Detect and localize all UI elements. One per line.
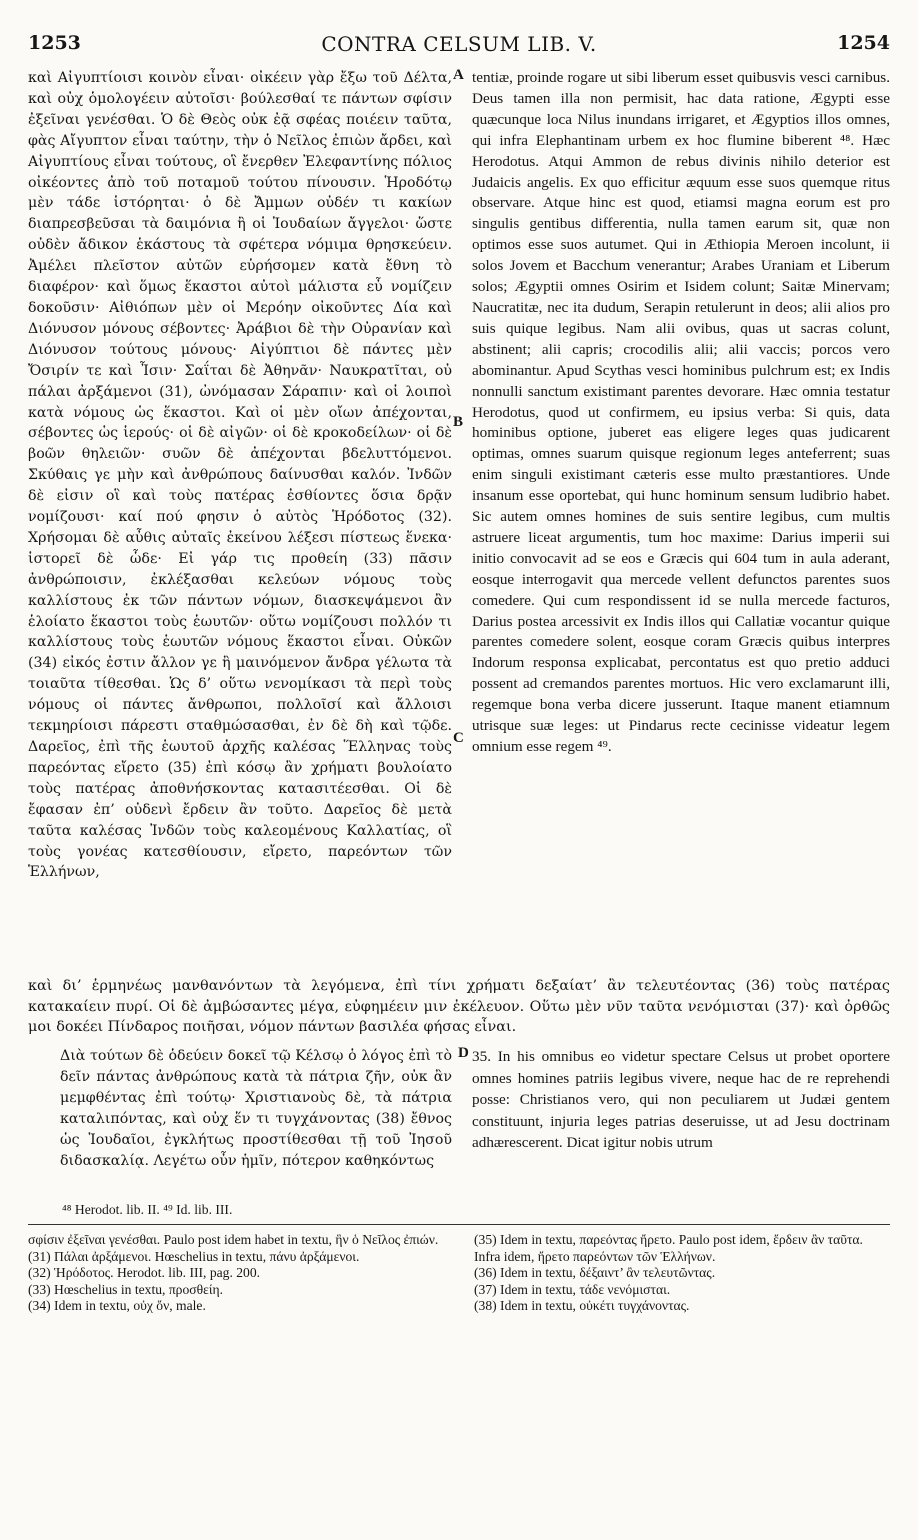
notes-left-column: [28, 1232, 454, 1315]
note-left: (32) Ἡρόδοτος. Herodot. lib. III, pag. 200.: [28, 1265, 261, 1281]
footnote-divider: [28, 1224, 890, 1225]
footnote-references: ⁴⁸ Herodot. lib. II. ⁴⁹ Id. lib. III.: [62, 1202, 233, 1217]
running-title: CONTRA CELSUM LIB. V.: [321, 32, 597, 56]
note-right: (37) Idem in textu, τάδε νενόμισται.: [474, 1281, 671, 1297]
page-number-right: 1254: [837, 32, 890, 54]
note-left: (34) Idem in textu, οὐχ ὄν, male.: [28, 1298, 206, 1314]
note-left: (33) Hœschelius in textu, προσθείη.: [28, 1281, 223, 1297]
greek-column-mid: Διὰ τούτων δὲ ὁδεύειν δοκεῖ τῷ Κέλσῳ ὁ λόγος ἐπὶ τὸ δεῖν πάντας ἀνθρώπους κατὰ τὰ πάτρια ζῆν, οὐκ ἂν μεμφθέντας ἐπὶ τούτῳ· Χριστιανοὺς δὲ, τὰ πάτρια καταλιπόντας, καὶ οὐχ ἕν τι τυγχάνοντας (38) ἔθνος ὡς Ἰουδαῖοι, ἐγκλήτως προστίθεσθαι τῇ τοῦ Ἰησοῦ διδασκαλίᾳ. Λεγέτω οὖν ἡμῖν, πότερον καθηκόντως: [60, 1048, 452, 1169]
note-right: (38) Idem in textu, οὐκέτι τυγχάνοντας.: [474, 1298, 690, 1314]
note-right: (36) Idem in textu, δέξαιντ’ ἂν τελευτῶντας.: [474, 1265, 716, 1281]
greek-column-top: καὶ Αἰγυπτίοισι κοινὸν εἶναι· οἰκέειν γὰρ ἔξω τοῦ Δέλτα, καὶ οὐχ ὁμολογέειν αὐτοῖσι· βούλεσθαί τε πάντων σφίσιν ἐξεῖναι γενέσθαι. Ὁ δὲ Θεὸς οὐκ ἐᾷ σφέας ποιέειν ταῦτα, φὰς Αἴγυπτον εἶναι ταύτην, τὴν ὁ Νεῖλος ἐπιὼν ἄρδει, καὶ Αἰγυπτίους εἶναι τούτους, οἳ ἔνερθεν Ἐλεφαντίνης πόλιος οἰκέοντες ἀπὸ τοῦ ποταμοῦ τούτου πίνουσιν. Ἡροδότῳ μὲν τάδε ἱστόρηται· ὁ δὲ Ἄμμων οὐδέν τι κακίων διαπρεσβεῦσαι τὰ δαιμόνια ἢ οἱ Ἰουδαίων ἄγγελοι· ὥστε οὐδὲν ἄδικον ἑκάστους τὰ σφέτερα νόμιμα θρησκεύειν. Ἀμέλει πλεῖστον αὐτῶν εὑρήσομεν κατὰ ἔθνη τὸ διαφέρον· καὶ ὅμως ἕκαστοι αὐτοὶ μάλιστα εὖ νομίζειν δοκοῦσιν· Αἰθιόπων μὲν οἱ Μερόην οἰκοῦντες Δία καὶ Διόνυσον μόνους σέβοντες· Ἀράβιοι δὲ τὴν Οὐρανίαν καὶ Διόνυσον τούτους μόνους· Αἰγύπτιοι δὲ πάντες μὲν Ὄσιρίν τε καὶ Ἶσιν· Σαΐται δὲ Ἀθηνᾶν· Ναυκρατῖται, οὐ πάλαι ἀρξάμενοι (31), ὠνόμασαν Σάραπιν· καὶ οἱ λοιποὶ κατὰ νόμους ὡς ἕκαστοι. Καὶ οἱ μὲν οἴων ἀπέχονται, σέβοντες ὡς ἱερούς· οἱ δὲ αἰγῶν· οἱ δὲ κροκοδείλων· οἱ δὲ βοῶν θηλειῶν· συῶν δὲ ἀπέχονται βδελυττόμενοι. Σκύθαις γε μὴν καὶ ἀνθρώπους δαίνυσθαι καλόν. Ἰνδῶν δὲ εἰσιν οἳ καὶ τοὺς πατέρας ἐσθίοντες ὅσια δρᾷν νομίζουσι· καί πού φησιν ὁ αὐτὸς Ἡρόδοτος (32). Χρήσομαι δὲ αὖθις αὐταῖς ἐκείνου λέξεσι πίστεως ἕνεκα· ἱστορεῖ δὲ ὧδε· Εἰ γάρ τις προθείη (33) πᾶσιν ἀνθρώποισιν, ἐκλέξασθαι κελεύων νόμους τοὺς καλλίστους ἐκ τῶν πάντων νόμων, διασκεψάμενοι ἂν ἑλοίατο ἕκαστοι τοὺς ἑωυτῶν· οὕτω νομίζουσι πολλόν τι καλλίστους τοὺς ἑωυτῶν νόμους ἕκαστοι εἶναι. Οὐκῶν (34) εἰκός ἐστιν ἄλλον γε ἢ μαινόμενον ἄνδρα γέλωτα τὰ τοιαῦτα τίθεσθαι. Ὡς δ’ οὕτω νενομίκασι τὰ περὶ τοὺς νόμους οἱ πάντες ἄνθρωποι, πολλοῖσί καὶ ἄλλοισι τεκμηρίοισι πάρεστι σταθμώσασθαι, ἐν δὲ δὴ καὶ τῷδε. Δαρεῖος, ἐπὶ τῆς ἑωυτοῦ ἀρχῆς καλέσας Ἕλληνας τοὺς παρεόντας εἴρετο (35) ἐπὶ κόσῳ ἂν χρήματι βουλοίατο τοὺς πατέρας ἀποθνήσκοντας κατασιτέεσθαι. Οἱ δὲ ἔφασαν ἐπ’ οὐδενὶ ἔρδειν ἂν τοῦτο. Δαρεῖος δὲ μετὰ ταῦτα καλέσας Ἰνδῶν τοὺς καλεομένους Καλλατίας, οἳ τοὺς γονέας κατεσθίουσιν, εἴρετο, παρεόντων τῶν Ἑλλήνων,: [28, 70, 452, 881]
margin-mark-c: C: [453, 730, 464, 746]
margin-mark-d: D: [458, 1045, 469, 1061]
latin-column-mid: 35. In his omnibus eo videtur spectare Celsus ut probet oportere omnes homines patriis legibus vivere, neque hac de re reprehendi posse: Christianos vero, qui non peculiarem ut Judæi gentem constituunt, injuria leges patrias deseruisse, ut ad Jesu doctrinam adhærescerent. Dicat igitur nobis utrum: [472, 1048, 890, 1152]
page-number-left: 1253: [28, 32, 81, 54]
note-left: (31) Πάλαι ἀρξάμενοι. Hœschelius in textu, πάνυ ἀρξάμενοι.: [28, 1248, 360, 1264]
notes-right-column: [474, 1232, 890, 1315]
latin-column-top: tentiæ, proinde rogare ut sibi liberum esset quibusvis vesci carnibus. Deus tamen illa non permisit, hac data ratione, Ægypti esse quæcunque loca Nilus inundans irrigaret, et Ægyptios illos omnes, qui infra Elephantinam urbem ex hoc flumine biberent ⁴⁸. Hæc Herodotus. Atqui Ammon de rebus divinis nihilo deterior est Judaicis angelis. Ex quo efficitur æquum esse suos quemque ritus observare. Atque hinc est quod, etiamsi magna eorum est pro singulis gentibus differentia, nulla tamen earum sit, quæ non optimos esse suos autumet. Qui in Æthiopia Meroen incolunt, ii solos Jovem et Bacchum venerantur; Arabes Uraniam et Liberum solos; Ægyptii omnes Osirim et Isidem colunt; Saitæ Minervam; Naucratitæ, nec ita dudum, Serapin retulerunt in deos; alii alios pro suis quique legibus. Nam alii ovibus, quas ut sacras colunt, abstinent; alii capris; crocodilis alii; alii vaccis; porcos vero abominantur. Apud Scythas vesci hominibus pulchrum est; ex Indis nonnulli sanctum existimant parentes devorare. Hæc omnia testatur Herodotus, quod ut confirmem, eu ipsius verba: Si quis, data hominibus optione, juberet eas eligere leges quas judicarent optimas, omnes suarum quisque regionum leges anteferrent; suas enim singuli existimant cæteris esse multo præstantiores. Unde insanum esse oportebat, qui hunc hominum sensum ludibrio habet. Sic autem omnes homines de suis sentire legibus, cum multis astruere liceat argumentis, tum hoc maxime: Darius imperii sui initio convocavit ad se eos e Græcis qui 604 tum in aula aderant, eosque interrogavit qua mercede vellent defunctos parentes suos comedere. Qui cum respondissent id se nulla mercede facturos, Darius postea arcessivit ex Indis illos qui Callatiæ vocantur quique parentes comedere solent, eosque coram Græcis quibus interpres Indorum responsa explicabat, percontatus est quo pretio adduci possent ad cremandos parentes mortuos. Hic vero exclamarunt illi, regemque bona verba dicere jusserunt. Itaque manent etiamnum utrisque suæ leges: ut Pindarus recte cecinisse videatur legem omnium esse regem ⁴⁹.: [472, 69, 890, 755]
running-header: [28, 32, 890, 58]
note-left: σφίσιν ἐξεῖναι γενέσθαι. Paulo post idem habet in textu, ἣν ὁ Νεῖλος ἐπιών.: [28, 1232, 439, 1247]
margin-mark-a: A: [453, 67, 464, 83]
note-right: (35) Idem in textu, παρεόντας ἤρετο. Paulo post idem, ἔρδειν ἂν ταῦτα. Infra idem, ἤρετο παρεόντων τῶν Ἑλλήνων.: [474, 1232, 863, 1264]
margin-mark-b: B: [453, 414, 464, 430]
greek-full-width-passage: καὶ δι’ ἑρμηνέως μανθανόντων τὰ λεγόμενα, ἐπὶ τίνι χρήματι δεξαίατ’ ἂν τελευτέοντας (36) τοὺς πατέρας κατακαίειν πυρί. Οἱ δὲ ἀμβώσαντες μέγα, εὐφημέειν μιν ἐκέλευον. Οὕτω μὲν νῦν ταῦτα νενόμισται (37)· καὶ ὀρθῶς μοι δοκέει Πίνδαρος ποιῆσαι, νόμον πάντων βασιλέα φήσας εἶναι.: [28, 978, 890, 1036]
